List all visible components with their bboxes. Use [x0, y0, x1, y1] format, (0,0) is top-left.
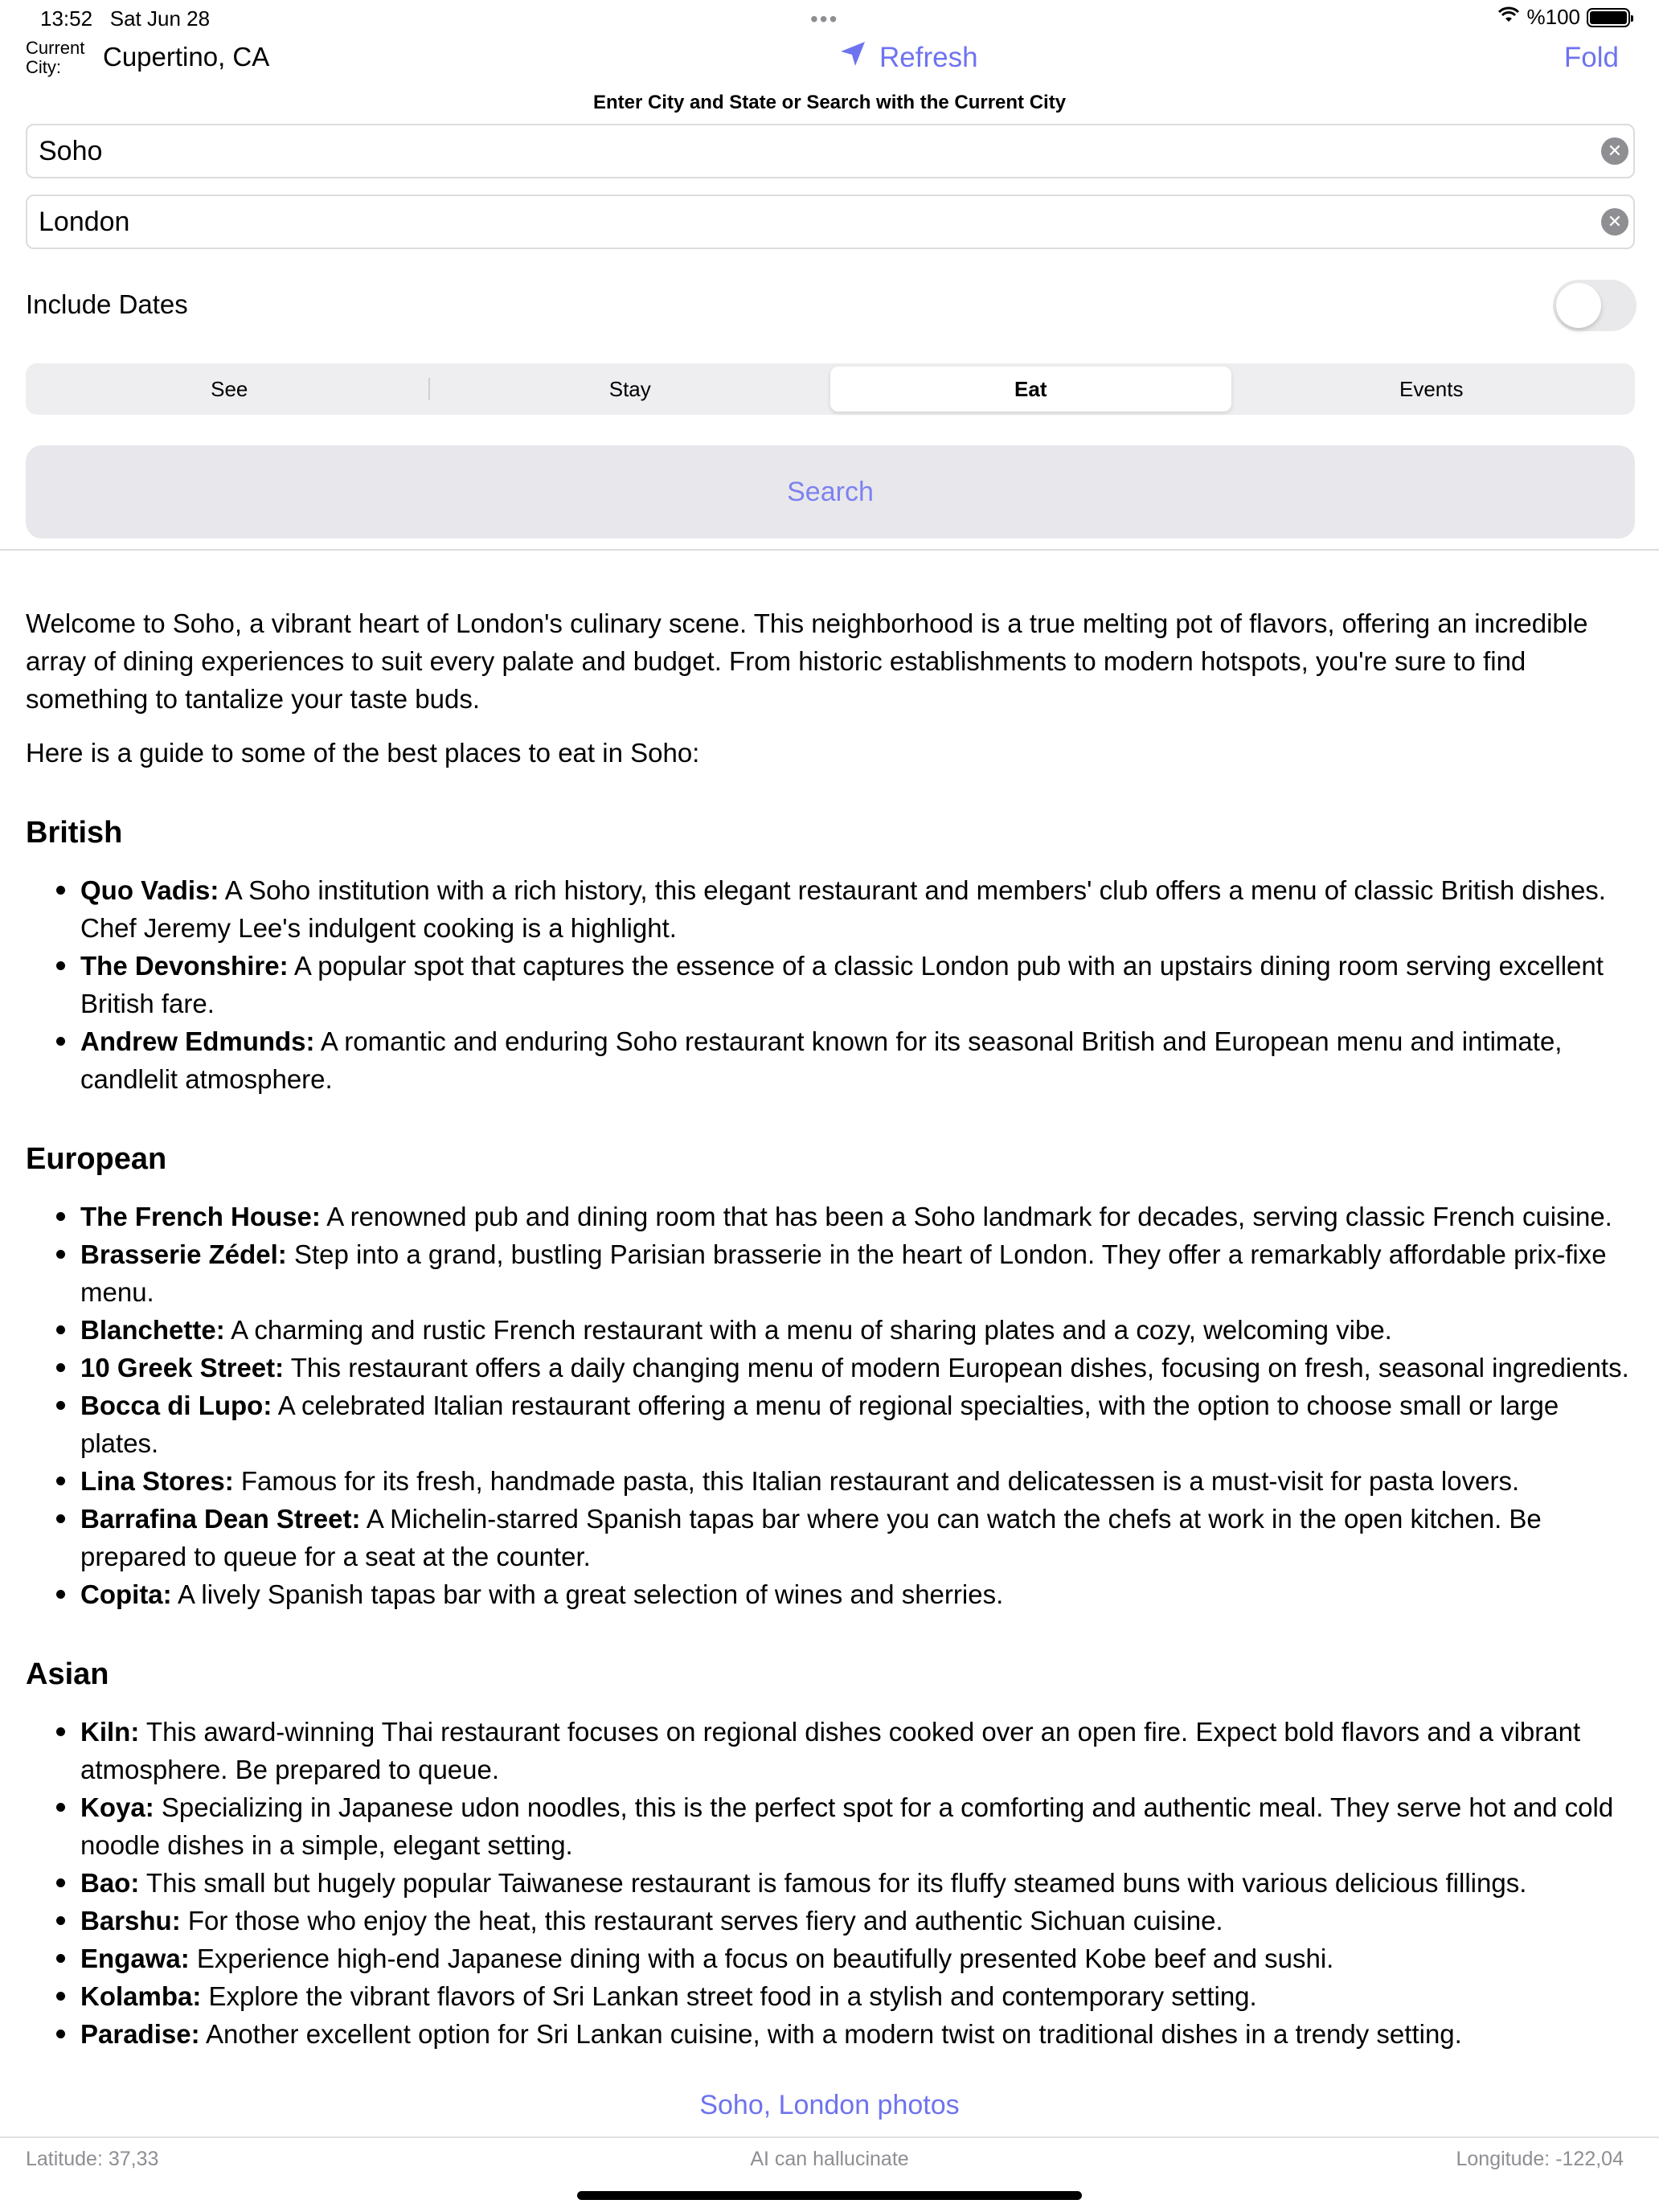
divider	[0, 549, 1659, 551]
include-dates-toggle[interactable]	[1553, 280, 1636, 331]
restaurant-name: Blanchette:	[80, 1315, 225, 1345]
list-item	[80, 1902, 1633, 1940]
restaurant-name: Andrew Edmunds:	[80, 1026, 315, 1056]
restaurant-name: The French House:	[80, 1202, 321, 1231]
restaurant-name: 10 Greek Street:	[80, 1353, 285, 1382]
refresh-button[interactable]	[839, 40, 978, 75]
segment-events[interactable]: Events	[1399, 376, 1464, 401]
segment-stay[interactable]: Stay	[608, 376, 651, 401]
list-item	[80, 1500, 1633, 1575]
list-item	[80, 1713, 1633, 1788]
section-heading: British	[26, 816, 123, 850]
intro-paragraph: Welcome to Soho, a vibrant heart of London's culinary scene. This neighborhood is a true melting pot of flavors, offering an incredible array of dining experiences to suit every palate and budget. From historic establishments to modern hotspots, you're sure to find something to tantalize your taste buds.	[26, 608, 1588, 714]
list-item	[80, 947, 1633, 1022]
restaurant-description: Specializing in Japanese udon noodles, this is the perfect spot for a comforting and authentic meal. They serve hot and cold noodle dishes in a simple, elegant setting.	[80, 1792, 1614, 1860]
list-item	[80, 2015, 1633, 2051]
battery-percent: %100	[1526, 5, 1580, 29]
segment-see[interactable]: See	[29, 367, 430, 412]
multitasking-dots[interactable]: •••	[810, 6, 839, 31]
restaurant-name: Brasserie Zédel:	[80, 1239, 287, 1269]
segment-eat[interactable]: Eat	[830, 367, 1231, 412]
restaurant-list	[26, 1713, 1633, 2051]
list-item	[80, 1387, 1633, 1462]
footer-divider	[0, 2136, 1659, 2138]
restaurant-name: Lina Stores:	[80, 1466, 234, 1496]
list-item	[80, 1864, 1633, 1902]
restaurant-description: Explore the vibrant flavors of Sri Lankan street food in a stylish and contemporary setting.	[208, 1981, 1257, 2011]
list-item	[80, 1235, 1633, 1311]
status-bar-time	[40, 6, 210, 31]
latitude-text: Latitude: 37,33	[26, 2148, 159, 2170]
ai-disclaimer: AI can hallucinate	[750, 2148, 909, 2170]
current-city-value: Cupertino, CA	[103, 42, 270, 72]
restaurant-description: This restaurant offers a daily changing menu of modern European dishes, focusing on fresh, seasonal ingredients.	[290, 1353, 1629, 1382]
wifi-icon	[1497, 5, 1521, 30]
restaurant-name: Kolamba:	[80, 1981, 202, 2011]
list-item	[80, 871, 1633, 947]
battery-icon	[1587, 8, 1630, 27]
list-item	[80, 1788, 1633, 1864]
restaurant-description: A Soho institution with a rich history, this elegant restaurant and members' club offers a menu of classic British dishes. Chef Jeremy Lee's indulgent cooking is a highlight.	[80, 875, 1606, 943]
restaurant-name: Koya:	[80, 1792, 154, 1822]
restaurant-description: This small but hugely popular Taiwanese restaurant is famous for its fluffy steamed buns with various delicious fillings.	[145, 1868, 1527, 1898]
photos-link[interactable]: Soho, London photos	[699, 2090, 960, 2120]
results-content[interactable]	[26, 604, 1633, 2051]
clear-neighborhood-icon[interactable]: ✕	[1601, 137, 1628, 165]
restaurant-description: Step into a grand, bustling Parisian brasserie in the heart of London. They offer a remarkably affordable prix-fixe menu.	[80, 1239, 1607, 1307]
restaurant-description: Another excellent option for Sri Lankan cuisine, with a modern twist on traditional dishes in a trendy setting.	[205, 2019, 1462, 2049]
restaurant-name: Copita:	[80, 1579, 172, 1609]
neighborhood-field[interactable]	[26, 124, 1635, 178]
status-bar-right	[1497, 5, 1631, 30]
section-heading: European	[26, 1142, 167, 1176]
restaurant-description: Famous for its fresh, handmade pasta, this Italian restaurant and delicatessen is a must-visit for pasta lovers.	[240, 1466, 1520, 1496]
include-dates-label: Include Dates	[26, 289, 188, 319]
restaurant-description: A charming and rustic French restaurant with a menu of sharing plates and a cozy, welcoming vibe.	[231, 1315, 1392, 1345]
list-item	[80, 1977, 1633, 2015]
restaurant-list	[26, 871, 1633, 1098]
restaurant-description: A lively Spanish tapas bar with a great selection of wines and sherries.	[178, 1579, 1004, 1609]
section-heading: Asian	[26, 1657, 109, 1691]
restaurant-name: Paradise:	[80, 2019, 200, 2049]
city-input[interactable]	[27, 196, 1601, 248]
restaurant-name: The Devonshire:	[80, 951, 289, 981]
restaurant-name: Quo Vadis:	[80, 875, 219, 905]
restaurant-description: This award-winning Thai restaurant focuses on regional dishes cooked over an open fire. Expect bold flavors and a vibrant atmosphere. Be prepared to queue.	[80, 1717, 1581, 1784]
longitude-text: Longitude: -122,04	[1456, 2148, 1624, 2170]
status-time: 13:52	[40, 6, 93, 31]
home-indicator[interactable]	[577, 2191, 1082, 2200]
list-item	[80, 1575, 1633, 1613]
restaurant-description: For those who enjoy the heat, this restaurant serves fiery and authentic Sichuan cuisine.	[187, 1906, 1223, 1936]
list-item	[80, 1198, 1633, 1235]
restaurant-name: Bocca di Lupo:	[80, 1391, 272, 1420]
restaurant-name: Engawa:	[80, 1944, 190, 1973]
refresh-label: Refresh	[879, 41, 978, 73]
current-city-label: Current City:	[26, 38, 85, 77]
restaurant-description: A popular spot that captures the essence of a classic London pub with an upstairs dining room serving excellent British fare.	[80, 951, 1604, 1018]
city-field[interactable]	[26, 195, 1635, 249]
restaurant-description: A romantic and enduring Soho restaurant known for its seasonal British and European menu and intimate, candlelit atmosphere.	[80, 1026, 1563, 1094]
neighborhood-input[interactable]	[27, 125, 1601, 177]
restaurant-list	[26, 1198, 1633, 1613]
restaurant-description: Experience high-end Japanese dining with a focus on beautifully presented Kobe beef and sushi.	[196, 1944, 1334, 1973]
restaurant-description: A renowned pub and dining room that has been a Soho landmark for decades, serving classic French cuisine.	[326, 1202, 1612, 1231]
list-item	[80, 1022, 1633, 1098]
results-sections	[26, 815, 1633, 2051]
toggle-knob	[1556, 283, 1601, 328]
instruction-text: Enter City and State or Search with the Current City	[592, 92, 1067, 113]
restaurant-name: Barrafina Dean Street:	[80, 1504, 361, 1534]
list-item	[80, 1462, 1633, 1500]
clear-city-icon[interactable]: ✕	[1601, 208, 1628, 236]
fold-button[interactable]: Fold	[1563, 42, 1619, 73]
restaurant-description: A celebrated Italian restaurant offering a menu of regional specialties, with the option to choose small or large plates.	[80, 1391, 1559, 1458]
category-segmented-control	[26, 363, 1635, 415]
status-date: Sat Jun 28	[109, 6, 211, 31]
restaurant-name: Barshu:	[80, 1906, 181, 1936]
list-item	[80, 1349, 1633, 1387]
list-item	[80, 1311, 1633, 1349]
search-button[interactable]: Search	[26, 445, 1635, 539]
restaurant-name: Bao:	[80, 1868, 140, 1898]
list-item	[80, 1940, 1633, 1977]
location-arrow-icon	[839, 40, 866, 75]
restaurant-description: A Michelin-starred Spanish tapas bar where you can watch the chefs at work in the open kitchen. Be prepared to queue for a seat at the counter.	[80, 1504, 1542, 1571]
restaurant-name: Kiln:	[80, 1717, 140, 1747]
guide-intro: Here is a guide to some of the best places to eat in Soho:	[26, 738, 700, 768]
